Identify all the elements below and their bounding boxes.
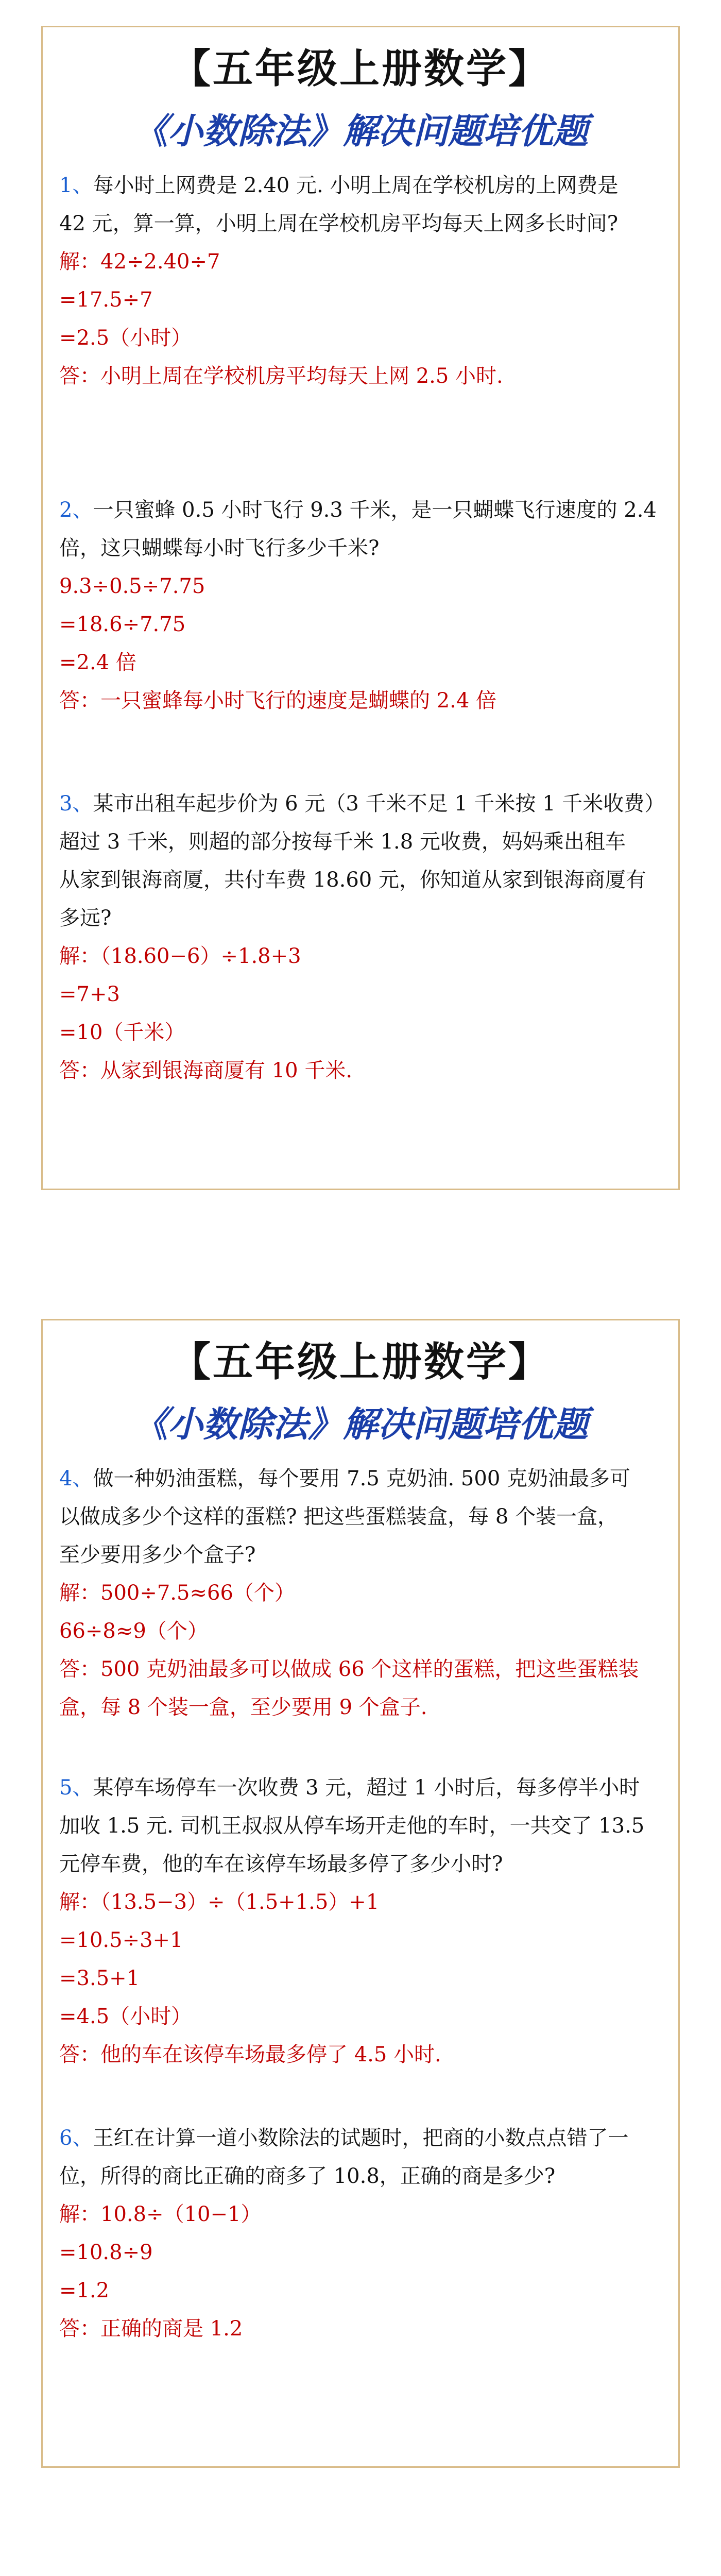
solution-line: =10.5÷3+1 bbox=[59, 1928, 183, 1952]
solution-line: =4.5（小时） bbox=[59, 2005, 192, 2028]
question-text: 从家到银海商厦，共付车费 18.60 元，你知道从家到银海商厦有 bbox=[59, 868, 646, 892]
question-4 bbox=[59, 1460, 667, 1726]
answer-line: 答：500 克奶油最多可以做成 66 个这样的蛋糕，把这些蛋糕装 bbox=[59, 1657, 639, 1681]
card-title: 【五年级上册数学】 bbox=[170, 1338, 551, 1385]
question-text: 倍，这只蝴蝶每小时飞行多少千米? bbox=[59, 536, 380, 560]
question-number: 6、 bbox=[59, 2126, 93, 2150]
solution-line: =18.6÷7.75 bbox=[59, 613, 186, 636]
answer-line: 答：正确的商是 1.2 bbox=[59, 2317, 243, 2341]
solution-line: 解：10.8÷（10−1） bbox=[59, 2202, 262, 2226]
question-text: 超过 3 千米，则超的部分按每千米 1.8 元收费，妈妈乘出租车 bbox=[59, 830, 626, 854]
question-text: 加收 1.5 元. 司机王叔叔从停车场开走他的车时，一共交了 13.5 bbox=[59, 1814, 645, 1838]
question-text: 某停车场停车一次收费 3 元，超过 1 小时后，每多停半小时 bbox=[93, 1776, 640, 1800]
question-text: 做一种奶油蛋糕，每个要用 7.5 克奶油. 500 克奶油最多可 bbox=[93, 1467, 630, 1490]
solution-line: =17.5÷7 bbox=[59, 288, 153, 312]
answer-line: 答：小明上周在学校机房平均每天上网 2.5 小时. bbox=[59, 364, 503, 388]
solution-line: 解：500÷7.5≈66（个） bbox=[59, 1581, 295, 1605]
question-text: 一只蜜蜂 0.5 小时飞行 9.3 千米，是一只蝴蝶飞行速度的 2.4 bbox=[93, 498, 657, 522]
answer-line: 盒，每 8 个装一盒，至少要用 9 个盒子. bbox=[59, 1696, 427, 1719]
solution-line: =10.8÷9 bbox=[59, 2241, 153, 2264]
question-text: 至少要用多少个盒子? bbox=[59, 1543, 256, 1567]
question-number: 1、 bbox=[59, 174, 93, 197]
solution-line: =1.2 bbox=[59, 2279, 110, 2302]
solution-line: 解：42÷2.40÷7 bbox=[59, 250, 220, 274]
card-1 bbox=[41, 26, 680, 1190]
answer-line: 答：他的车在该停车场最多停了 4.5 小时. bbox=[59, 2043, 441, 2066]
question-number: 2、 bbox=[59, 498, 93, 522]
solution-line: =10（千米） bbox=[59, 1021, 185, 1044]
question-text: 多远? bbox=[59, 906, 112, 930]
question-text: 某市出租车起步价为 6 元（3 千米不足 1 千米按 1 千米收费） bbox=[93, 792, 665, 816]
solution-line: 解：（13.5−3）÷（1.5+1.5）+1 bbox=[59, 1890, 380, 1914]
question-number: 4、 bbox=[59, 1467, 93, 1490]
question-number: 5、 bbox=[59, 1776, 93, 1800]
question-3 bbox=[59, 785, 667, 1090]
question-1 bbox=[59, 166, 667, 395]
solution-line: =3.5+1 bbox=[59, 1967, 140, 1990]
solution-line: =2.5（小时） bbox=[59, 326, 192, 350]
card-subtitle: 《小数除法》解决问题培优题 bbox=[132, 1404, 588, 1445]
question-text: 位，所得的商比正确的商多了 10.8，正确的商是多少? bbox=[59, 2164, 556, 2188]
card-subtitle: 《小数除法》解决问题培优题 bbox=[132, 111, 588, 152]
question-text: 每小时上网费是 2.40 元. 小明上周在学校机房的上网费是 bbox=[93, 174, 619, 197]
question-text: 元停车费，他的车在该停车场最多停了多少小时? bbox=[59, 1852, 503, 1876]
question-text: 42 元，算一算，小明上周在学校机房平均每天上网多长时间? bbox=[59, 212, 619, 235]
question-6 bbox=[59, 2119, 667, 2348]
question-text: 王红在计算一道小数除法的试题时，把商的小数点点错了一 bbox=[93, 2126, 629, 2150]
question-number: 3、 bbox=[59, 792, 93, 816]
solution-line: =7+3 bbox=[59, 982, 120, 1006]
question-text: 以做成多少个这样的蛋糕? 把这些蛋糕装盒，每 8 个装一盒， bbox=[59, 1505, 619, 1529]
answer-line: 答：一只蜜蜂每小时飞行的速度是蝴蝶的 2.4 倍 bbox=[59, 689, 497, 713]
answer-line: 答：从家到银海商厦有 10 千米. bbox=[59, 1059, 353, 1082]
solution-line: 9.3÷0.5÷7.75 bbox=[59, 574, 205, 598]
solution-line: 解：（18.60−6）÷1.8+3 bbox=[59, 944, 301, 968]
question-2 bbox=[59, 491, 667, 720]
solution-line: 66÷8≈9（个） bbox=[59, 1619, 208, 1643]
question-5 bbox=[59, 1769, 667, 2074]
card-title: 【五年级上册数学】 bbox=[170, 45, 551, 92]
card-2 bbox=[41, 1319, 680, 2468]
solution-line: =2.4 倍 bbox=[59, 651, 136, 674]
